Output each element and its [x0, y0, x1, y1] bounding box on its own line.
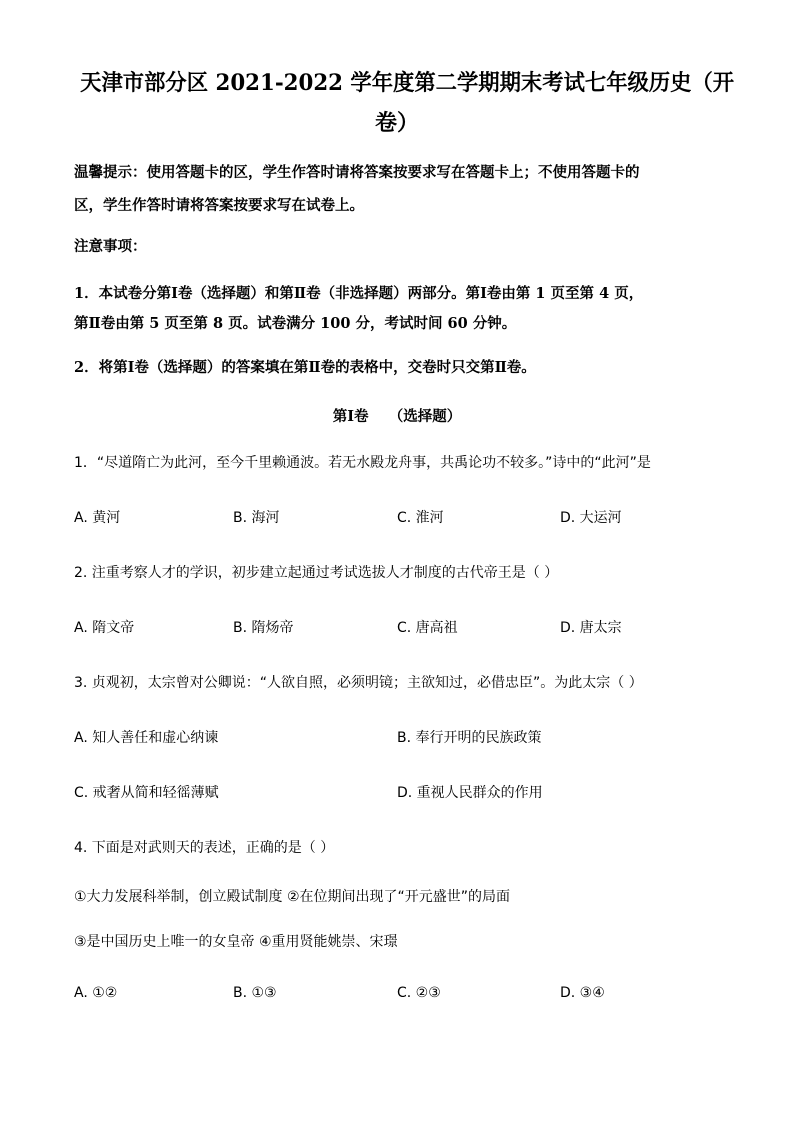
- exam-title-line2: 卷）: [374, 110, 419, 136]
- instruction-2: 2．将第Ⅰ卷（选择题）的答案填在第Ⅱ卷的表格中，交卷时只交第Ⅱ卷。: [74, 359, 536, 376]
- question-4-statements-line2: ③是中国历史上唯一的女皇帝 ④重用贤能姚崇、宋璟: [74, 934, 398, 950]
- question-2-option-d: D. 唐太宗: [560, 620, 622, 636]
- section-heading: 第Ⅰ卷 （选择题）: [332, 408, 462, 425]
- question-1-option-a: A. 黄河: [74, 510, 121, 526]
- question-2-option-c: C. 唐高祖: [397, 620, 458, 636]
- instructions-heading: 注意事项：: [74, 238, 147, 255]
- notice-line1: 温馨提示：使用答题卡的区，学生作答时请将答案按要求写在答题卡上；不使用答题卡的: [74, 164, 640, 181]
- question-3-stem: 3. 贞观初，太宗曾对公卿说：“人欲自照，必须明镜；主欲知过，必借忠臣”。为此太宗（ ）: [74, 675, 643, 691]
- question-2-stem: 2. 注重考察人才的学识，初步建立起通过考试选拔人才制度的古代帝王是（ ）: [74, 565, 559, 581]
- question-4-option-d: D. ③④: [560, 985, 605, 1001]
- instruction-1-line1: 1．本试卷分第Ⅰ卷（选择题）和第Ⅱ卷（非选择题）两部分。第Ⅰ卷由第 1 页至第 4 页，: [74, 285, 644, 302]
- instruction-1-line2: 第Ⅱ卷由第 5 页至第 8 页。试卷满分 100 分，考试时间 60 分钟。: [74, 315, 517, 332]
- exam-title-line1: 天津市部分区 2021-2022 学年度第二学期期末考试七年级历史（开: [80, 70, 735, 96]
- question-2-option-b: B. 隋炀帝: [233, 620, 294, 636]
- question-4-statements-line1: ①大力发展科举制，创立殿试制度 ②在位期间出现了“开元盛世”的局面: [74, 889, 511, 905]
- question-3-option-c: C. 戒奢从简和轻徭薄赋: [74, 785, 219, 801]
- question-1-option-d: D. 大运河: [560, 510, 622, 526]
- question-4-option-c: C. ②③: [397, 985, 441, 1001]
- question-4-option-b: B. ①③: [233, 985, 277, 1001]
- question-3-option-b: B. 奉行开明的民族政策: [397, 730, 542, 746]
- question-1-stem: 1．“尽道隋亡为此河，至今千里赖通波。若无水殿龙舟事，共禹论功不较多。”诗中的“此河”是: [74, 455, 651, 471]
- question-1-option-c: C. 淮河: [397, 510, 444, 526]
- question-1-option-b: B. 海河: [233, 510, 280, 526]
- question-4-stem: 4. 下面是对武则天的表述，正确的是（ ）: [74, 840, 335, 856]
- notice-line2: 区，学生作答时请将答案按要求写在试卷上。: [74, 197, 364, 214]
- question-4-option-a: A. ①②: [74, 985, 118, 1001]
- question-3-option-a: A. 知人善任和虚心纳谏: [74, 730, 219, 746]
- question-3-option-d: D. 重视人民群众的作用: [397, 785, 543, 801]
- question-2-option-a: A. 隋文帝: [74, 620, 135, 636]
